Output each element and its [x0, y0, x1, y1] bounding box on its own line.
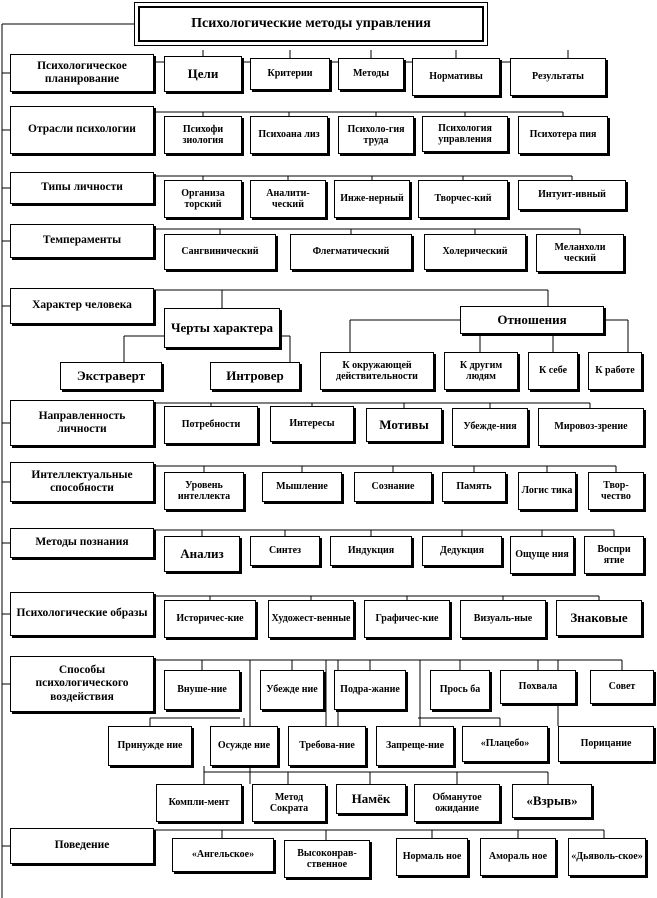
branches-item: Психоана лиз	[250, 116, 328, 154]
temperament-item: Сангвинический	[164, 234, 276, 270]
temperament-item: Флегматический	[290, 234, 412, 270]
behavior-item: «Дьяволь-ское»	[568, 838, 646, 876]
influence-item: Совет	[590, 670, 654, 704]
influence-item: «Плацебо»	[462, 726, 548, 762]
intellect-item: Память	[442, 472, 506, 502]
relation-item: К другим людям	[444, 352, 518, 390]
personality-type-item: Аналити-ческий	[250, 180, 326, 218]
behavior-item: «Ангельское»	[172, 838, 274, 872]
intellect-item: Уровень интеллекта	[164, 472, 244, 510]
influence-item: Осужде ние	[210, 726, 278, 766]
cognition-item: Воспри ятие	[584, 536, 644, 574]
category-influence: Способы психологического воздействия	[10, 656, 154, 712]
cognition-item: Ощуще ния	[510, 536, 574, 574]
images-item: Знаковые	[556, 600, 642, 636]
cognition-item: Анализ	[164, 536, 240, 572]
orientation-item: Убежде-ния	[452, 408, 528, 446]
intellect-item: Логис тика	[518, 472, 576, 510]
influence-item: Прось ба	[430, 670, 490, 710]
planning-item: Результаты	[510, 58, 606, 96]
cognition-item: Дедукция	[422, 536, 502, 566]
branches-item: Психология управления	[422, 116, 508, 152]
influence-item: Принужде ние	[108, 726, 192, 766]
behavior-item: Высоконрав-ственное	[284, 840, 370, 878]
category-cognition: Методы познания	[10, 528, 154, 558]
influence-item: Внуше-ние	[164, 670, 240, 710]
cognition-item: Индукция	[330, 536, 412, 566]
diagram-title	[134, 2, 488, 46]
images-item: Художест-венные	[268, 600, 354, 638]
category-character: Характер человека	[10, 288, 154, 324]
influence-item: Запреще-ние	[376, 726, 454, 766]
extravert: Экстраверт	[60, 362, 162, 390]
diagram-title-text: Психологические методы управления	[138, 6, 484, 42]
branches-item: Психофи зиология	[164, 116, 242, 154]
influence-item: Похвала	[500, 670, 576, 704]
orientation-item: Мотивы	[366, 408, 442, 442]
images-item: Визуаль-ные	[460, 600, 546, 638]
influence-item: Подра-жание	[334, 670, 406, 710]
cognition-item: Синтез	[250, 536, 320, 566]
planning-item: Цели	[164, 56, 242, 92]
images-item: Графичес-кие	[364, 600, 450, 638]
character-traits: Черты характера	[164, 308, 280, 348]
category-orientation: Направленность личности	[10, 400, 154, 446]
influence-item: Требова-ние	[288, 726, 366, 766]
introvert: Интровер	[210, 362, 300, 390]
temperament-item: Холерический	[424, 234, 526, 270]
branches-item: Психоло-гия труда	[338, 116, 414, 154]
character-relations: Отношения	[460, 306, 604, 334]
orientation-item: Мировоз-зрение	[538, 408, 644, 446]
influence-item: «Взрыв»	[512, 784, 592, 818]
influence-item: Обманутое ожидание	[414, 784, 500, 822]
category-images: Психологические образы	[10, 592, 154, 636]
planning-item: Нормативы	[412, 58, 500, 96]
personality-type-item: Творчес-кий	[418, 180, 508, 218]
branches-item: Психотера пия	[518, 116, 608, 154]
relation-item: К себе	[528, 352, 578, 390]
personality-type-item: Организа торский	[164, 180, 242, 218]
influence-item: Метод Сократа	[252, 784, 326, 822]
temperament-item: Меланхоли ческий	[536, 234, 624, 272]
intellect-item: Твор-чество	[588, 472, 644, 510]
personality-type-item: Инже-нерный	[334, 180, 410, 218]
behavior-item: Нормаль ное	[396, 838, 468, 876]
influence-item: Намёк	[336, 784, 406, 814]
relation-item: К окружающей действительности	[320, 352, 434, 390]
influence-item: Порицание	[558, 726, 654, 762]
orientation-item: Интересы	[270, 406, 354, 442]
personality-type-item: Интуит-ивный	[518, 180, 626, 210]
images-item: Историчес-кие	[164, 600, 256, 638]
intellect-item: Мышление	[262, 472, 342, 502]
behavior-item: Амораль ное	[480, 838, 556, 876]
orientation-item: Потребности	[164, 406, 258, 444]
category-planning: Психологическое планирование	[10, 54, 154, 92]
intellect-item: Сознание	[354, 472, 432, 502]
category-personality-types: Типы личности	[10, 172, 154, 204]
category-temperaments: Темпераменты	[10, 224, 154, 258]
influence-item: Убежде ние	[260, 670, 324, 710]
influence-item: Компли-мент	[156, 784, 242, 822]
category-branches: Отрасли психологии	[10, 106, 154, 154]
category-intellect: Интеллектуальные способности	[10, 462, 154, 502]
relation-item: К работе	[588, 352, 642, 390]
planning-item: Методы	[338, 58, 404, 90]
planning-item: Критерии	[250, 58, 330, 90]
category-behavior: Поведение	[10, 828, 154, 864]
